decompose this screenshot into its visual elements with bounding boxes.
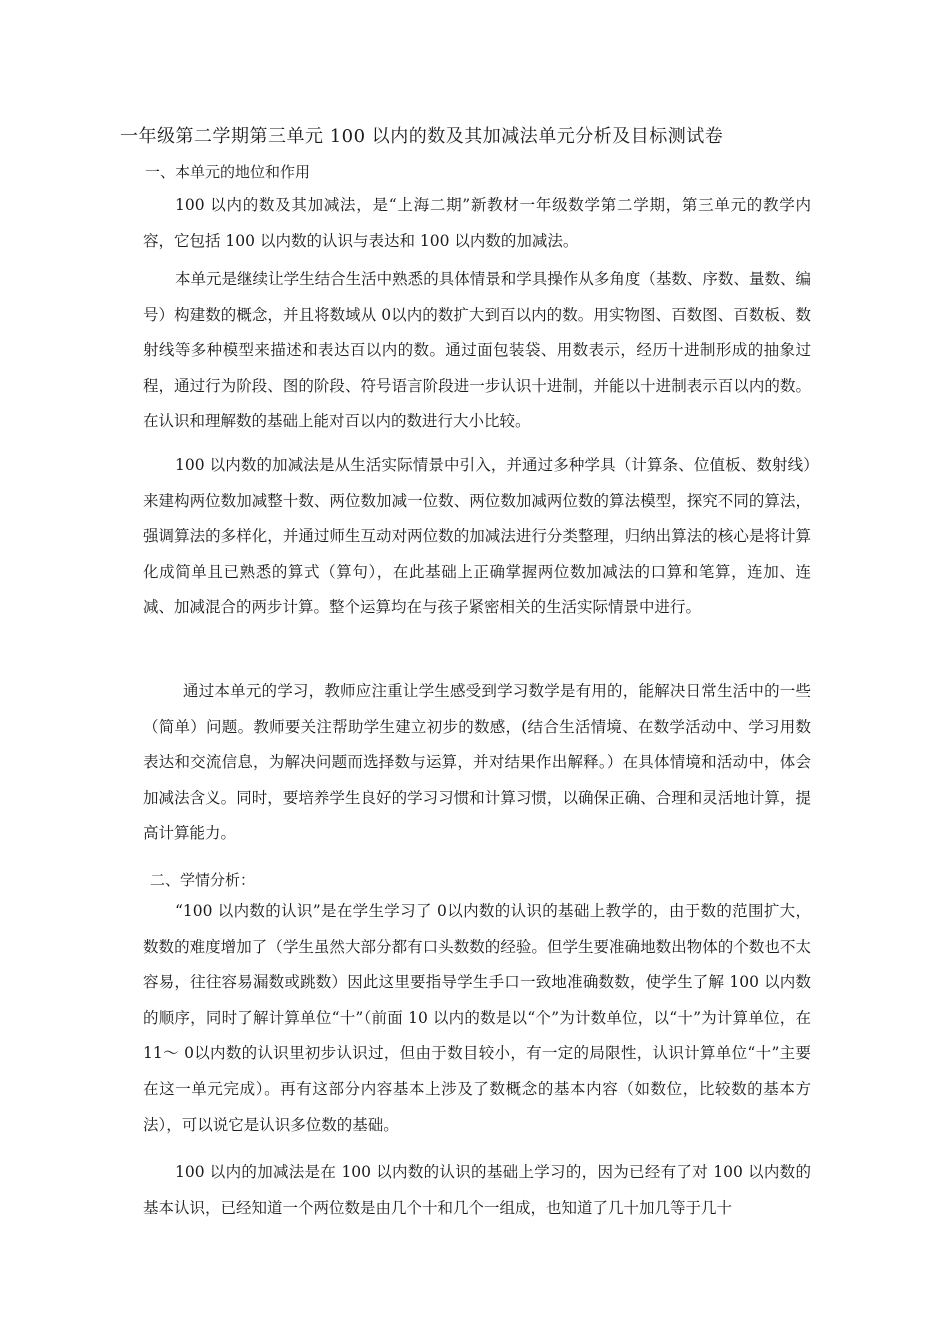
section-1-paragraph-4: 通过本单元的学习，教师应注重让学生感受到学习数学是有用的，能解决日常生活中的一些（简单）问题。教师要关注帮助学生建立初步的数感，(结合生活情境、在数学活动中、学习用数表达和交流信息，为解决问题而选择数与运算，并对结果作出解释。）在具体情境和活动中，体会加减法含义。同时，要培养学生良好的学习习惯和计算习惯，以确保正确、合理和灵活地计算，提高计算能力。: [143, 682, 811, 843]
section-1-paragraph-3: 100 以内数的加减法是从生活实际情景中引入，并通过多种学具（计算条、位值板、数射线）来建构两位数加减整十数、两位数加减一位数、两位数加减两位数的算法模型，探究不同的算法，强调算法的多样化，并通过师生互动对两位数的加减法进行分类整理，归纳出算法的核心是将计算化成简单且已熟悉的算式（算句），在此基础上正确掌握两位数加减法的口算和笔算，连加、连减、加减混合的两步计算。整个运算均在与孩子紧密相关的生活实际情景中进行。: [143, 456, 811, 617]
section-1-paragraph-2: 本单元是继续让学生结合生活中熟悉的具体情景和学具操作从多角度（基数、序数、量数、编号）构建数的概念，并且将数域从 0以内的数扩大到百以内的数。用实物图、百数图、百数板、数射线等多种模型来描述和表达百以内的数。通过面包装袋、用数表示，经历十进制形成的抽象过程，通过行为阶段、图的阶段、符号语言阶段进一步认识十进制，并能以十进制表示百以内的数。在认识和理解数的基础上能对百以内的数进行大小比较。: [143, 270, 811, 431]
section-1-paragraph-1: 100 以内的数及其加减法，是“上海二期”新教材一年级数学第二学期，第三单元的教学内容，它包括 100 以内数的认识与表达和 100 以内数的加减法。: [143, 196, 811, 250]
document-title: 一年级第二学期第三单元 100 以内的数及其加减法单元分析及目标测试卷: [120, 126, 724, 147]
section-2-heading: 二、学情分析：: [150, 871, 256, 889]
section-2-paragraph-2: 100 以内的加减法是在 100 以内数的认识的基础上学习的，因为已经有了对 100 以内数的基本认识，已经知道一个两位数是由几个十和几个一组成，也知道了几十加几等于几十: [143, 1163, 811, 1217]
section-1-heading: 一、本单元的地位和作用: [145, 163, 311, 181]
section-2-paragraph-1: “100 以内数的认识”是在学生学习了 0以内数的认识的基础上教学的，由于数的范围扩大，数数的难度增加了（学生虽然大部分都有口头数数的经验。但学生要准确地数出物体的个数也不太容易，往往容易漏数或跳数）因此这里要指导学生手口一致地准确数数，使学生了解 100 以内数的顺序，同时了解计算单位“十”（前面 10 以内的数是以“个”为计数单位，以“十”为计算单位，在 11～ 0以内数的认识里初步认识过，但由于数目较小，有一定的局限性，认识计算单位“十”主要在这一单元完成）。再有这部分内容基本上涉及了数概念的基本内容（如数位，比较数的基本方法），可以说它是认识多位数的基础。: [143, 902, 811, 1134]
